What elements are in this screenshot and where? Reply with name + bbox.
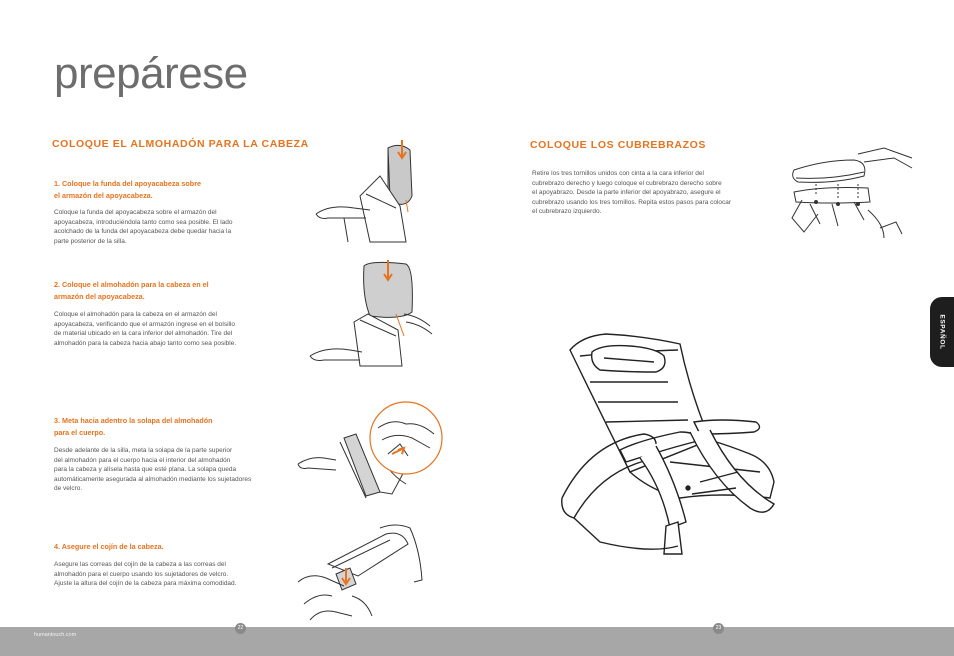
headrest-cover-illustration: [310, 136, 425, 246]
step-3-body: Desde adelante de la silla, meta la solapa de la parte superior del almohadón para el cuerpo hacia el interior del almohadón para la cabeza y alísela hasta que esté plana. La solapa queda automáticamente asegurada al almohadón mediante los sujetadores de velcro.: [54, 447, 252, 492]
armrest-body: Retire los tres tornillos unidos con cinta a la cara inferior del cubrebrazo derecho y luego coloque el cubrebrazo derecho sobre el apoyabrazo. Desde la parte inferior del apoyabrazo, asegure el cubrebrazo usando los tres tornillos. Repita estos pasos para colocar el cubrebrazo izquierdo.: [532, 170, 732, 215]
armrest-cover-illustration: [784, 140, 914, 240]
page-number-right: 23: [713, 623, 724, 634]
step-4-body: Asegure las correas del cojín de la cabeza a las correas del almohadón para el cuerpo usando los sujetadores de velcro. Ajuste la altura del cojín de la cabeza para máxima comodidad.: [54, 561, 237, 587]
page-title: prepárese: [54, 49, 248, 98]
strap-illustration: [296, 520, 436, 626]
language-tab-label: ESPAÑOL: [938, 314, 946, 350]
step-2-body: Coloque el almohadón para la cabeza en el armazón del apoyacabeza, verificando que el armazón ingrese en el bolsillo de material ubicado en la cara inferior del almohadón. Tire del almohadón para la cabeza hacia abajo tanto como sea posible.: [54, 311, 237, 347]
head-pillow-illustration: [306, 256, 436, 371]
step-1-body: Coloque la funda del apoyacabeza sobre el armazón del apoyacabeza, introduciéndola tanto como sea posible. El lado acolchado de la funda del apoyacabeza debe quedar hacia la parte posterior de la silla.: [54, 209, 233, 245]
footer-site: humantouch.com: [34, 632, 77, 638]
page-number-left: 22: [235, 623, 246, 634]
step-4-title: 4. Asegure el cojín de la cabeza.: [54, 542, 164, 551]
footer-bar: [0, 627, 954, 656]
section-heading-headrest: COLOQUE EL ALMOHADÓN PARA LA CABEZA: [52, 138, 309, 150]
recliner-chair-illustration: [560, 322, 785, 557]
flap-tuck-illustration: [296, 398, 446, 508]
step-2-title: 2. Coloque el almohadón para la cabeza en el armazón del apoyacabeza.: [54, 280, 209, 301]
step-1-title: 1. Coloque la funda del apoyacabeza sobre el armazón del apoyacabeza.: [54, 179, 201, 200]
step-3-title: 3. Meta hacia adentro la solapa del almohadón para el cuerpo.: [54, 416, 213, 437]
section-heading-armrest: COLOQUE LOS CUBREBRAZOS: [530, 139, 706, 151]
language-tab: [930, 297, 954, 367]
